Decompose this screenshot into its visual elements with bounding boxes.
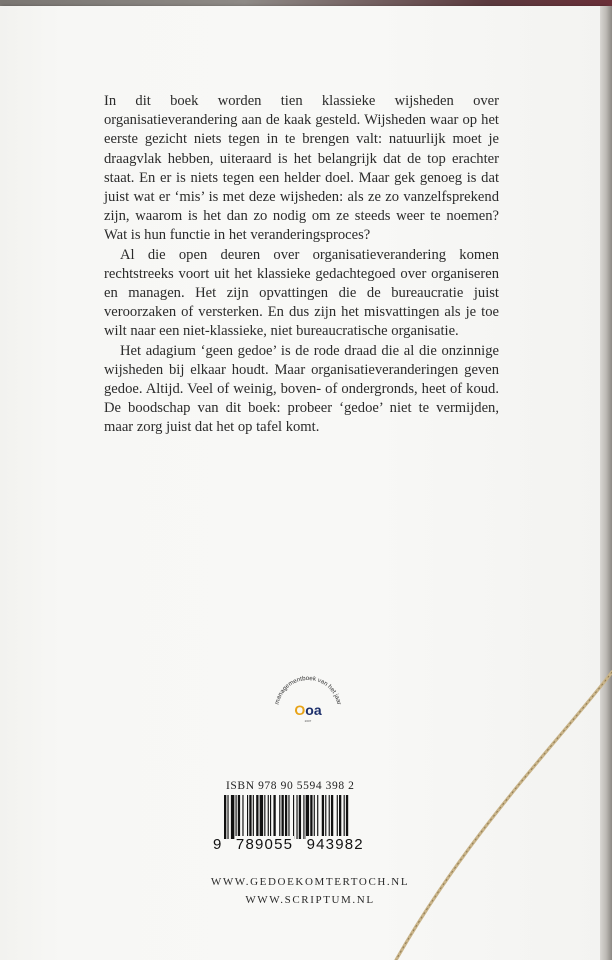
barcode-right-digits: 943982 xyxy=(306,836,364,853)
blurb-paragraph-1: In dit boek worden tien klassieke wijsheden over organisatieverandering aan de kaak gesteld. Wijsheden waar op het eerste gezicht niets tegen in te brengen valt: natuurlijk moet je draagvlak hebben, uiteraard is het belangrijk dat de top erachter staat. En er is niets tegen een helder doel. Maar gek genoeg is dat juist wat er ‘mis’ is met deze wijsheden: als ze zo vanzelfsprekend zijn, waarom is het dan zo nodig om ze steeds weer te noemen? Wat is hun functie in het veranderingsproces? xyxy=(104,93,499,244)
award-mark: Ooa xyxy=(294,702,322,718)
website-link-gedoe: WWW.GEDOEKOMTERTOCH.NL xyxy=(210,876,410,888)
cover-edge xyxy=(600,6,612,960)
award-logo-icon xyxy=(268,672,348,732)
blurb-paragraph-2: Al die open deuren over organisatieverandering komen rechtstreeks voort uit het klassieke gedachtegoed over organiseren en managen. Het zijn opvattingen die de bureaucratie juist veroorzaken of versterken. En dus zijn het misvattingen als je toe wilt naar een niet-klassieke, niet bureaucratische organisatie. xyxy=(104,246,499,340)
barcode-lead-digit: 9 xyxy=(213,836,223,853)
isbn-label: ISBN 978 90 5594 398 2 xyxy=(226,780,355,792)
award-year: 2007 xyxy=(304,719,312,723)
back-cover-blurb xyxy=(104,92,499,438)
blurb-paragraph-3: Het adagium ‘geen gedoe’ is de rode draad die al die onzinnige wijsheden bij elkaar houdt. Maar organisatieveranderingen geven gedoe. Altijd. Veel of weinig, boven- of ondergronds, heet of koud. De boodschap van dit boek: probeer ‘gedoe’ niet te vermijden, maar zorg juist dat het op tafel komt. xyxy=(104,342,499,436)
award-arc-text: managementboek van het jaar xyxy=(273,674,343,706)
barcode-left-digits: 789055 xyxy=(235,836,294,853)
barcode-digits xyxy=(212,836,396,853)
website-link-scriptum: WWW.SCRIPTUM.NL xyxy=(245,894,375,906)
svg-text:managementboek van het jaar xyxy=(273,675,342,705)
